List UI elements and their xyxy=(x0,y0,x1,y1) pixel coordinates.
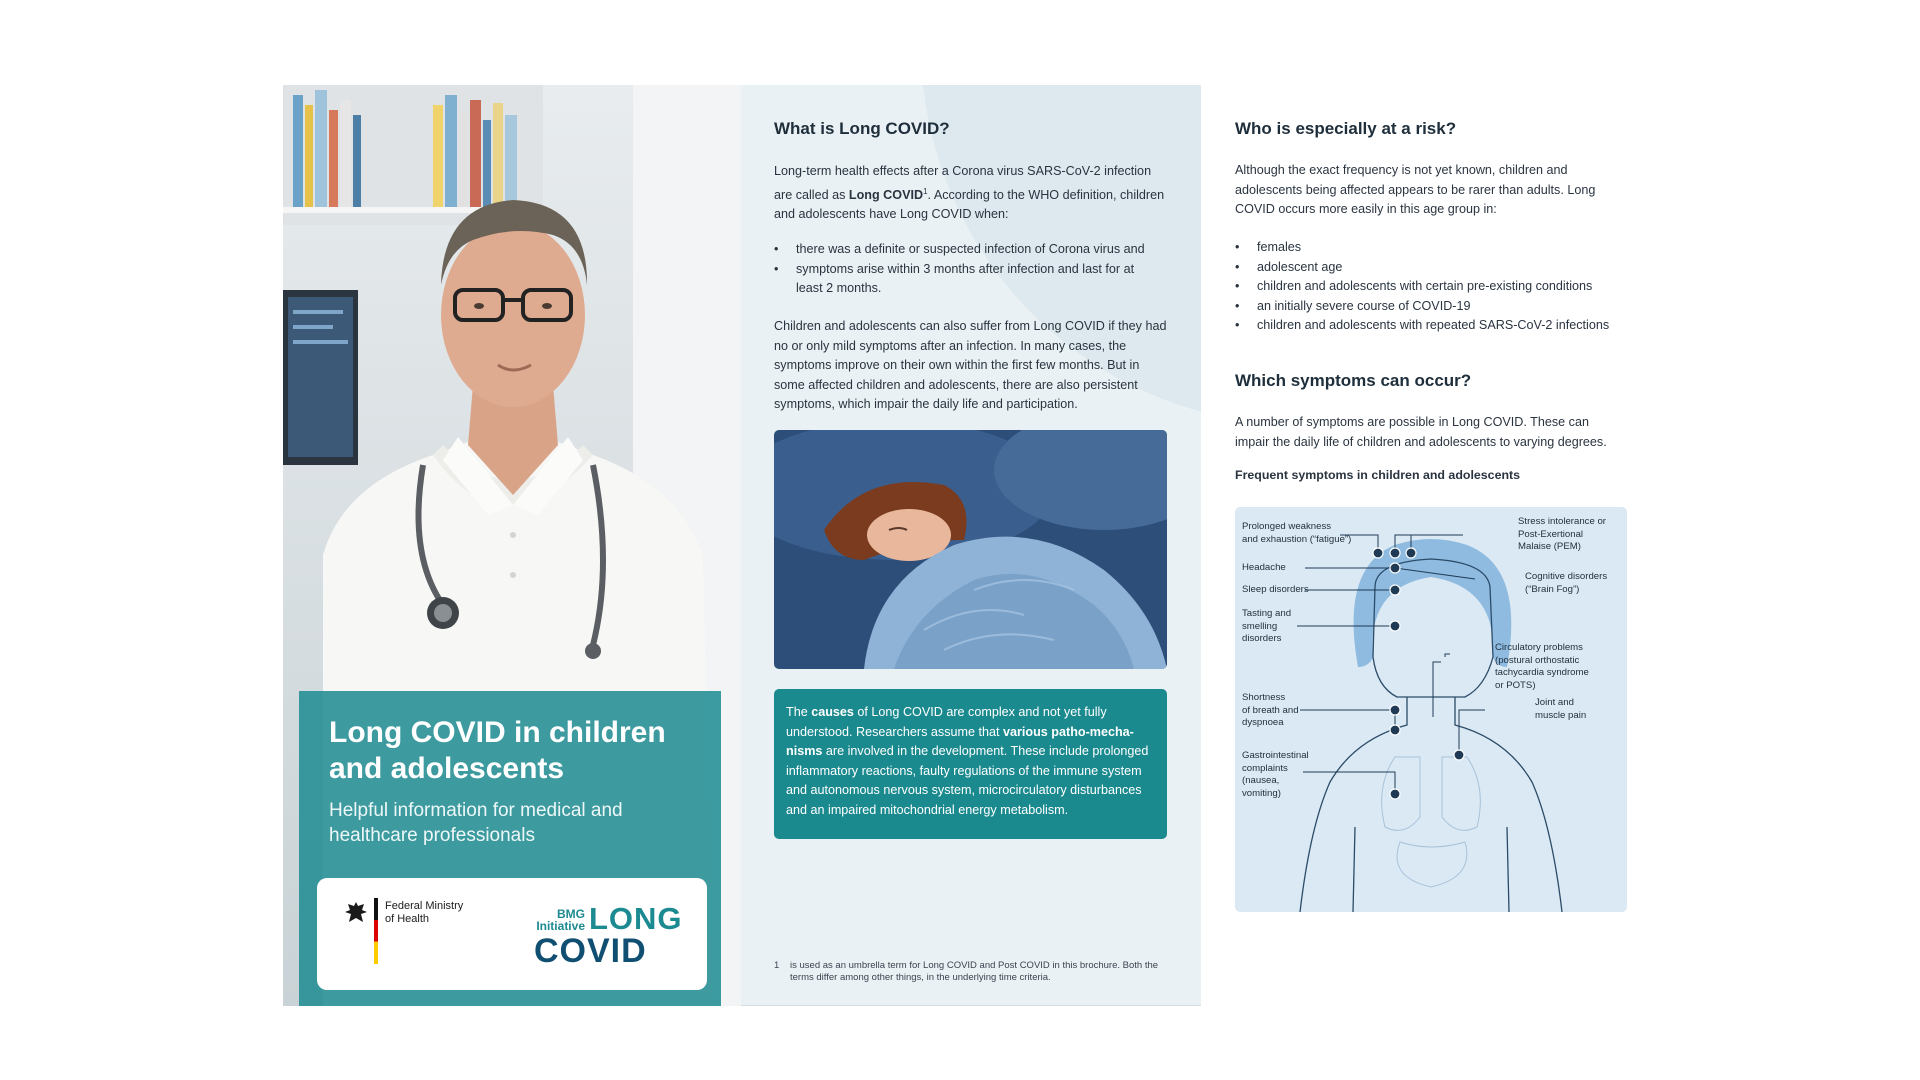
list-item: • adolescent age xyxy=(1235,258,1635,278)
list-item: • females xyxy=(1235,238,1635,258)
footnote xyxy=(774,960,1169,984)
what-is-long-covid-page xyxy=(741,85,1201,1006)
bmg-line: BMG xyxy=(557,907,585,921)
risk-factors-list xyxy=(1235,238,1635,336)
brochure-cover xyxy=(283,85,741,1006)
causes-info-box xyxy=(774,689,1167,839)
definition-bold-term: Long COVID xyxy=(848,187,924,202)
label-joint: Joint and muscle pain xyxy=(1535,697,1587,721)
list-item: • there was a definite or suspected infection of Corona virus and xyxy=(774,240,1154,260)
causes-text-c: are involved in the development. These include prolonged inflammatory reactions, faulty regulations of the immune system and autonomous nervous system, microcirculatory disturbances and an impaired mitochondrial energy metabolism. xyxy=(786,744,1149,817)
label-breath: Shortness of breath and dyspnoea xyxy=(1242,692,1299,728)
who-criteria-list xyxy=(774,240,1154,299)
causes-text-a: The xyxy=(786,705,812,719)
sleeping-girl-photo xyxy=(774,430,1167,669)
definition-text-b: . According to the WHO definition, children and adolescents have Long COVID when: xyxy=(774,187,1165,222)
bmg-initiative-label xyxy=(529,908,585,932)
list-item: • symptoms arise within 3 months after infection and last for at least 2 months. xyxy=(774,260,1154,299)
list-item: • children and adolescents with certain pre-existing conditions xyxy=(1235,277,1635,297)
federal-eagle-icon xyxy=(343,900,369,926)
logo-covid-word: COVID xyxy=(534,932,647,970)
causes-bold: causes xyxy=(811,705,854,719)
causes-text-b: of Long COVID are complex and not yet fully understood. Researchers assume that xyxy=(786,705,1107,739)
label-cognitive: Cognitive disorders (“Brain Fog”) xyxy=(1525,571,1608,595)
label-fatigue: Prolonged weakness and exhaustion (“fatigue”) xyxy=(1242,521,1352,545)
cover-title: Long COVID in children and adolescents xyxy=(329,716,666,785)
footnote-number: 1 xyxy=(774,960,780,971)
what-is-heading: What is Long COVID? xyxy=(774,119,950,138)
pathomechanisms-bold: various patho-mecha-nisms xyxy=(786,724,1134,758)
initiative-line: Initiative xyxy=(536,919,585,933)
definition-paragraph xyxy=(774,162,1169,225)
footnote-text: is used as an umbrella term for Long COVID and Post COVID in this brochure. Both the terms differ among other things, in the underlying time criteria. xyxy=(790,960,1159,983)
symptoms-heading: Which symptoms can occur? xyxy=(1235,371,1472,390)
frequent-symptoms-heading: Frequent symptoms in children and adolescents xyxy=(1235,468,1521,482)
label-stress: Stress intolerance or Post-Exertional Malaise (PEM) xyxy=(1518,516,1606,552)
label-gastro: Gastrointestinal complaints (nausea, vomiting) xyxy=(1242,750,1309,799)
list-item: • an initially severe course of COVID-19 xyxy=(1235,297,1635,317)
label-headache: Headache xyxy=(1242,562,1286,573)
mild-symptoms-paragraph: Children and adolescents can also suffer from Long COVID if they had no or only mild symptoms after an infection. In many cases, the symptoms improve on their own within the first few months. But in some affected children and adolescents, there are also persistent symptoms, which impair the daily life and participation. xyxy=(774,319,1167,411)
symptoms-paragraph: A number of symptoms are possible in Long COVID. These can impair the daily life of children and adolescents to varying degrees. xyxy=(1235,415,1607,449)
risk-paragraph: Although the exact frequency is not yet known, children and adolescents being affected appears to be rarer than adults. Long COVID occurs more easily in this age group in: xyxy=(1235,163,1596,216)
logo-card xyxy=(317,878,707,990)
risk-heading: Who is especially at a risk? xyxy=(1235,119,1457,138)
ministry-name: Federal Ministry of Health xyxy=(385,900,464,925)
label-sleep: Sleep disorders xyxy=(1242,584,1309,595)
symptoms-body-diagram xyxy=(1235,507,1627,912)
logo-long-word: LONG xyxy=(589,901,683,936)
german-flag-bar xyxy=(374,898,378,964)
definition-text-a: Long-term health effects after a Corona virus SARS-CoV-2 infection are called as xyxy=(774,164,1152,202)
label-circulatory: Circulatory problems (postural orthostatic tachycardia syndrome or POTS) xyxy=(1495,642,1589,691)
list-item: • children and adolescents with repeated SARS-CoV-2 infections xyxy=(1235,316,1635,336)
label-tasting: Tasting and smelling disorders xyxy=(1242,608,1292,644)
risk-and-symptoms-page xyxy=(1201,85,1661,1006)
cover-subtitle: Helpful information for medical and healthcare professionals xyxy=(329,800,623,846)
footnote-ref: 1 xyxy=(923,186,928,196)
